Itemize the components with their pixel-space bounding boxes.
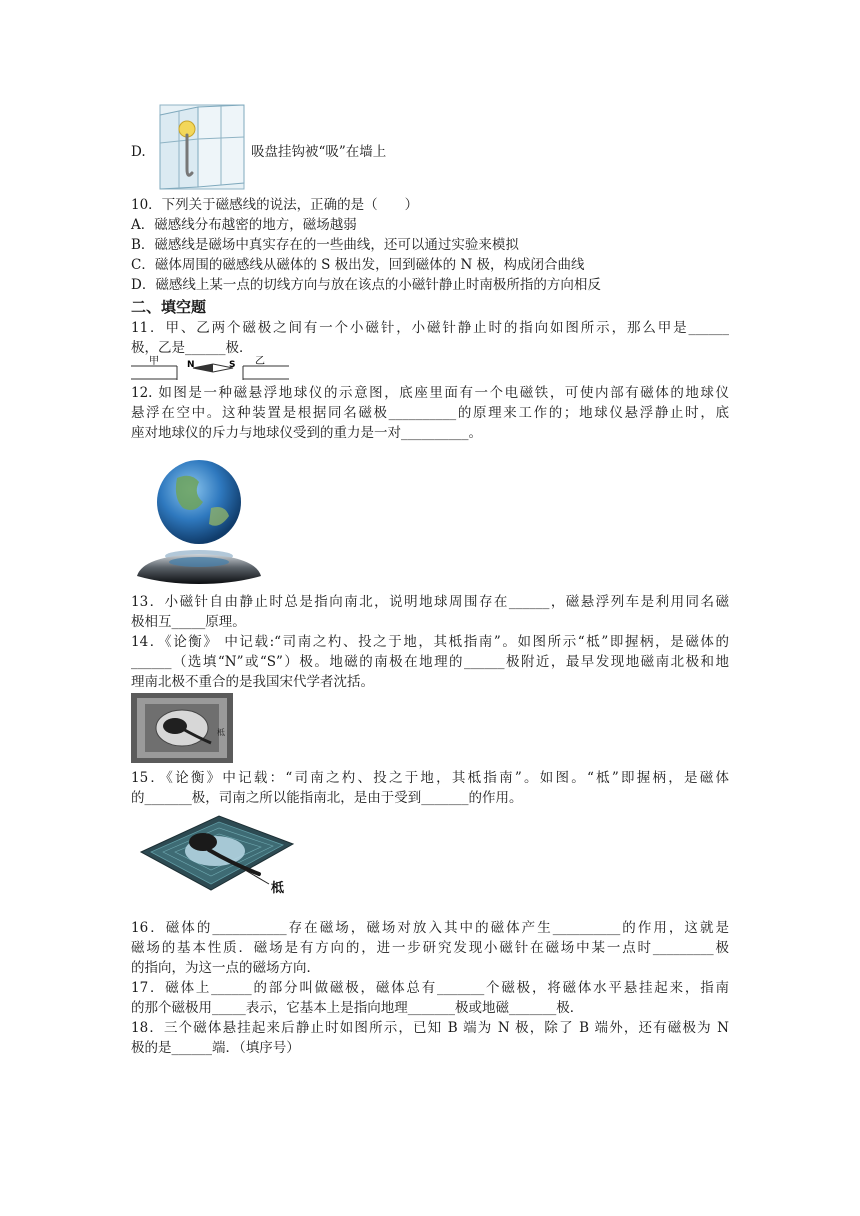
q10-option-c: C．磁体周围的磁感线从磁体的 S 极出发，回到磁体的 N 极，构成闭合曲线: [131, 257, 585, 273]
q17-line-2: 的那个磁极用_____表示，它基本上是指向地理_______极或地磁_______极．: [131, 1000, 584, 1016]
q15-line-1: 15．《论衡》中记载：“司南之杓、投之于地，其柢指南”。如图。“柢”即握柄，是磁体: [131, 770, 729, 786]
q15-line-2: 的_______极，司南之所以能指南北，是由于受到_______的作用。: [131, 790, 523, 806]
q10-option-d: D．磁感线上某一点的切线方向与放在该点的小磁针静止时南极所指的方向相反: [131, 277, 601, 293]
q14-line-1: 14．《论衡》 中记载:“司南之杓、投之于地，其柢指南”。如图所示“柢”即握柄，是磁体的: [131, 634, 729, 650]
q16-line-1: 16．磁体的___________存在磁场，磁场对放入其中的磁体产生__________的作用，这就是: [131, 920, 729, 936]
handle-label-small: 柢: [217, 728, 225, 737]
q14-line-3: 理南北极不重合的是我国宋代学者沈括。: [131, 674, 374, 690]
q16-line-3: 的指向，为这一点的磁场方向．: [131, 960, 320, 976]
maglev-globe-figure: [133, 458, 263, 588]
q18-line-2: 极的是______端．（填序号）: [131, 1040, 300, 1056]
pole-yi-label: 乙: [255, 356, 265, 367]
q18-line-1: 18．三个磁体悬挂起来后静止时如图所示，已知 B 端为 N 极，除了 B 端外，还有磁极为 N: [131, 1020, 729, 1036]
q10-option-b: B．磁感线是磁场中真实存在的一些曲线，还可以通过实验来模拟: [131, 237, 519, 253]
q9-option-d-text: 吸盘挂钩被“吸”在墙上: [251, 144, 387, 160]
magnet-needle-figure: [131, 354, 291, 380]
q13-line-1: 13．小磁针自由静止时总是指向南北，说明地球周围存在______，磁悬浮列车是利用同名磁: [131, 594, 729, 610]
sinan-compass-figure-small: [131, 693, 233, 763]
sinan-compass-figure-large: [133, 812, 295, 898]
q9-option-d-label: D.: [131, 144, 146, 160]
pole-jia-label: 甲: [149, 356, 159, 367]
q10-stem: 10．下列关于磁感线的说法，正确的是（ ）: [131, 197, 419, 213]
section-title-fill-blank: 二、填空题: [131, 298, 207, 316]
q10-option-a: A．磁感线分布越密的地方，磁场越弱: [131, 217, 357, 233]
q11-line-1: 11．甲、乙两个磁极之间有一个小磁针，小磁针静止时的指向如图所示，那么甲是______: [131, 320, 729, 336]
q17-line-1: 17．磁体上______的部分叫做磁极，磁体总有_______个磁极，将磁体水平悬挂起来，指南: [131, 980, 729, 996]
q13-line-2: 极相互_____原理。: [131, 614, 246, 630]
needle-s-label: S: [229, 360, 236, 370]
q14-line-2: ______（选填“N”或“S”）极。地磁的南极在地理的______极附近，最早发现地磁南北极和地: [131, 654, 729, 670]
q11-line-2: 极，乙是______极．: [131, 340, 253, 356]
q12-line-1: 12. 如图是一种磁悬浮地球仪的示意图，底座里面有一个电磁铁，可使内部有磁体的地球仪: [131, 385, 729, 401]
suction-hook-figure: [158, 103, 246, 191]
needle-n-label: N: [187, 360, 195, 370]
q12-line-3: 座对地球仪的斥力与地球仪受到的重力是一对__________。: [131, 425, 482, 441]
handle-label-large: 柢: [271, 881, 285, 896]
q12-line-2: 悬浮在空中。这种装置是根据同名磁极__________的原理来工作的；地球仪悬浮静止时，底: [131, 405, 729, 421]
q16-line-2: 磁场的基本性质．磁场是有方向的，进一步研究发现小磁针在磁场中某一点时_________极: [131, 940, 729, 956]
